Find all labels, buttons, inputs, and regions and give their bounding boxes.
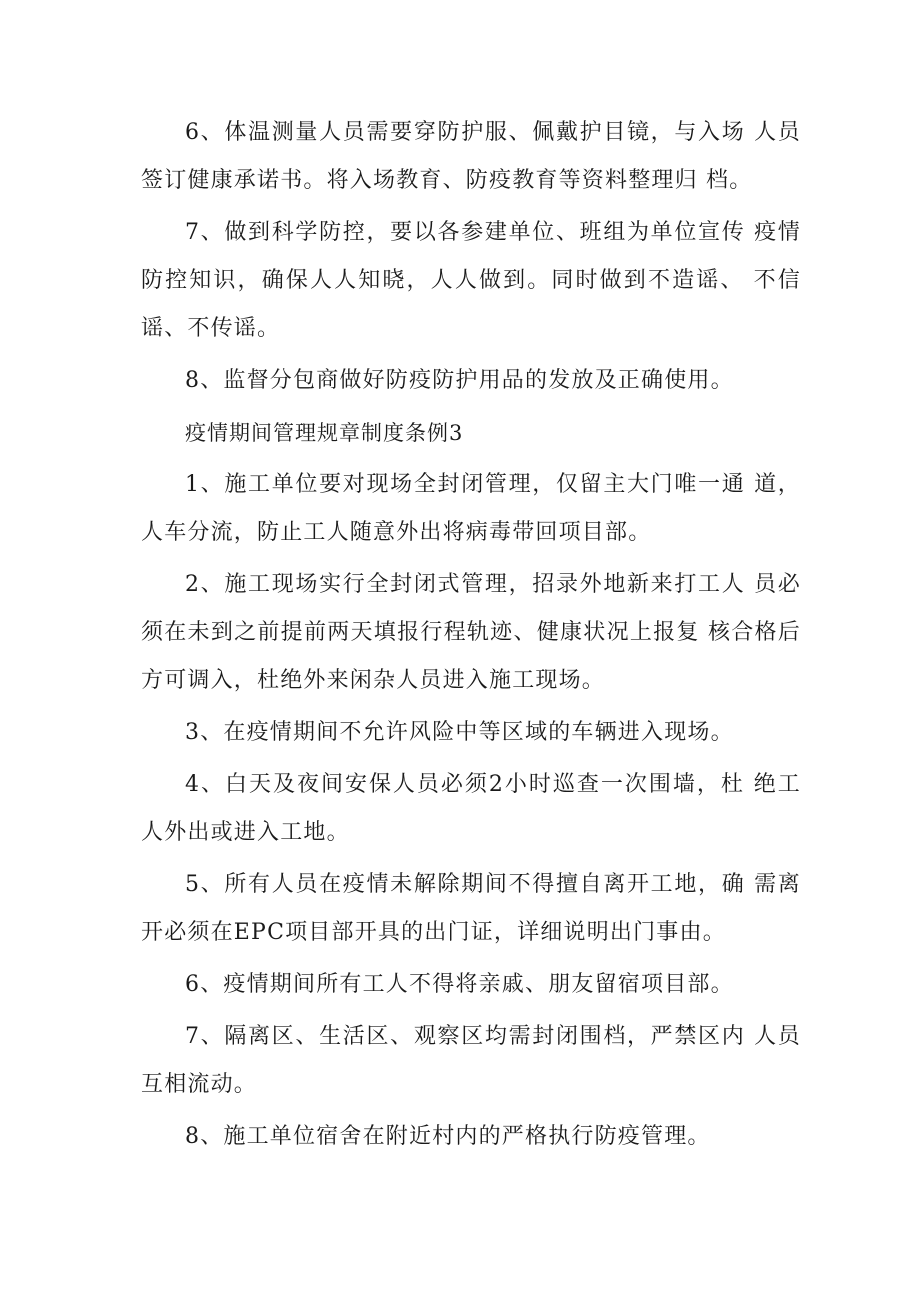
- paragraph-item-7b: 7、隔离区、生活区、观察区均需封闭围档，严禁区内 人员互相流动。: [141, 1024, 801, 1097]
- paragraph-item-3: 3、在疫情期间不允许风险中等区域的车辆进入现场。: [185, 720, 734, 745]
- document-page: [141, 109, 801, 1161]
- paragraph-item-7a: 7、做到科学防控，要以各参建单位、班组为单位宣传 疫情防控知识，确保人人知晓，人人做到。同时做到不造谣、 不信谣、不传谣。: [141, 220, 801, 341]
- paragraph-item-4: 4、白天及夜间安保人员必须2小时巡查一次围墙，杜 绝工人外出或进入工地。: [141, 772, 801, 845]
- paragraph-item-8a: 8、监督分包商做好防疫防护用品的发放及正确使用。: [185, 368, 734, 393]
- paragraph-item-6b: 6、疫情期间所有工人不得将亲戚、朋友留宿项目部。: [185, 972, 734, 997]
- paragraph-item-8b: 8、施工单位宿舍在附近村内的严格执行防疫管理。: [185, 1124, 711, 1149]
- paragraph-item-6a: 6、体温测量人员需要穿防护服、佩戴护目镜，与入场 人员签订健康承诺书。将入场教育、防疫教育等资料整理归 档。: [141, 120, 801, 193]
- paragraph-item-2: 2、施工现场实行全封闭式管理，招录外地新来打工人 员必须在未到之前提前两天填报行程轨迹、健康状况上报复 核合格后方可调入，杜绝外来闲杂人员进入施工现场。: [141, 572, 801, 693]
- paragraph-item-1: 1、施工单位要对现场全封闭管理，仅留主大门唯一通 道，人车分流，防止工人随意外出将病毒带回项目部。: [141, 472, 801, 545]
- section-heading: 疫情期间管理规章制度条例3: [185, 421, 464, 445]
- paragraph-item-5: 5、所有人员在疫情未解除期间不得擅自离开工地，确 需离开必须在EPC项目部开具的出门证，详细说明出门事由。: [141, 872, 801, 945]
